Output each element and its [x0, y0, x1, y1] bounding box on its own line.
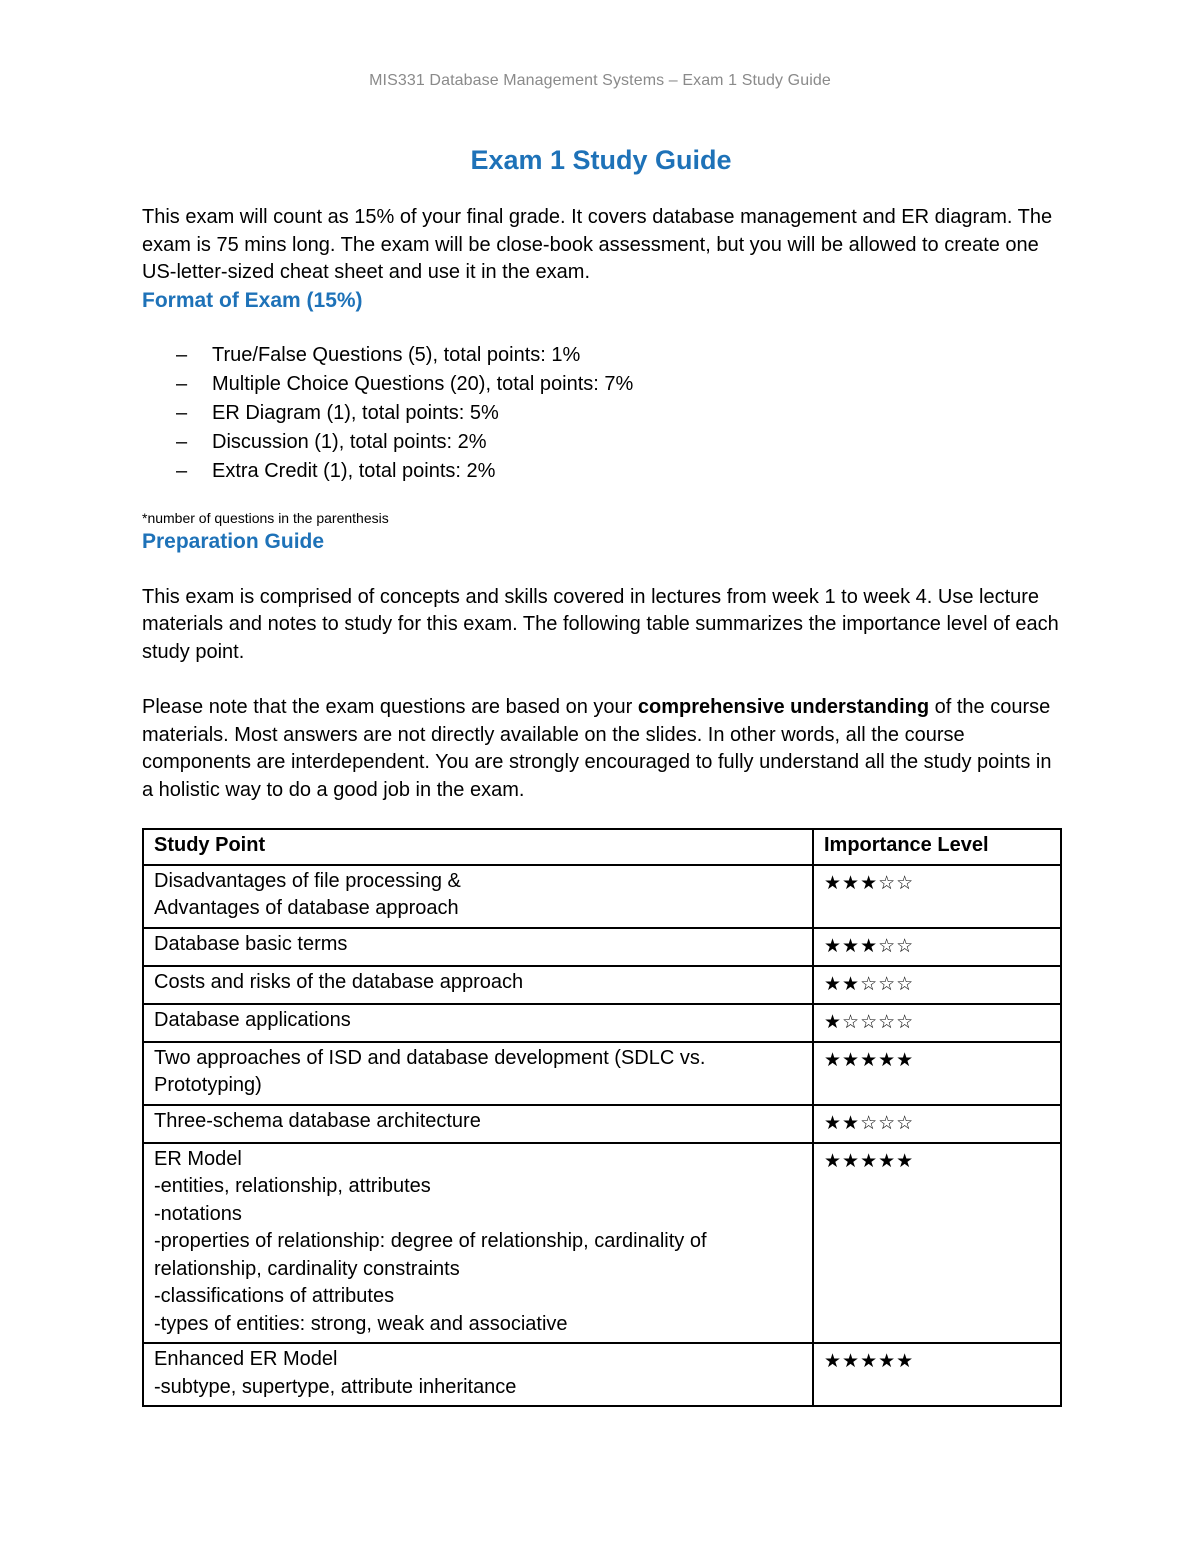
star-rating: ★★★★★ — [824, 1048, 915, 1071]
star-rating: ★★☆☆☆ — [824, 1111, 915, 1134]
star-rating: ★★★☆☆ — [824, 871, 915, 894]
study-point-cell — [143, 928, 813, 966]
format-item — [142, 457, 1060, 486]
importance-cell — [813, 1343, 1061, 1406]
study-point-cell — [143, 865, 813, 928]
table-row — [143, 1004, 1061, 1042]
footnote: *number of questions in the parenthesis — [142, 509, 389, 526]
column-header-importance: Importance Level — [813, 829, 1061, 865]
study-point-cell — [143, 1004, 813, 1042]
star-rating: ★★★★★ — [824, 1149, 915, 1172]
dash-bullet: – — [176, 430, 188, 453]
format-item-text: True/False Questions (5), total points: 1% — [212, 343, 581, 366]
table-row — [143, 865, 1061, 928]
study-point-line: -subtype, supertype, attribute inheritance — [154, 1375, 517, 1398]
study-point-line: -classifications of attributes — [154, 1285, 395, 1307]
dash-bullet: – — [176, 459, 188, 482]
format-item-text: ER Diagram (1), total points: 5% — [212, 401, 499, 424]
study-point-line: Three-schema database architecture — [154, 1109, 481, 1132]
table-row — [143, 966, 1061, 1004]
star-rating: ★★☆☆☆ — [824, 972, 915, 995]
study-point-line: -types of entities: strong, weak and associative — [154, 1312, 568, 1335]
dash-bullet: – — [176, 372, 188, 395]
study-points-table — [142, 828, 1062, 1407]
study-point-line: Disadvantages of file processing & — [154, 869, 461, 892]
format-list — [142, 341, 1060, 486]
column-header-study-point: Study Point — [143, 829, 813, 865]
study-point-line: ER Model — [154, 1147, 242, 1170]
table-row — [143, 1105, 1061, 1143]
format-item-text: Extra Credit (1), total points: 2% — [212, 459, 496, 482]
note-emphasis: comprehensive understanding — [637, 696, 930, 718]
table-row — [143, 1343, 1061, 1406]
page-title: Exam 1 Study Guide — [470, 145, 732, 175]
dash-bullet: – — [176, 401, 188, 424]
importance-cell — [813, 865, 1061, 928]
format-heading: Format of Exam (15%) — [142, 288, 363, 312]
table-row — [143, 928, 1061, 966]
study-point-line: Database applications — [154, 1008, 351, 1031]
note-paragraph — [142, 694, 1060, 804]
study-point-cell — [143, 1143, 813, 1344]
running-header: MIS331 Database Management Systems – Exam 1 Study Guide — [369, 72, 831, 89]
study-point-cell — [143, 1042, 813, 1105]
study-point-line: -properties of relationship: degree of relationship, cardinality of relationship, cardinality constraints — [154, 1230, 707, 1280]
dash-bullet: – — [176, 343, 188, 366]
star-rating: ★★★☆☆ — [824, 934, 915, 957]
study-point-line: -entities, relationship, attributes — [154, 1175, 431, 1197]
format-item-text: Multiple Choice Questions (20), total points: 7% — [212, 372, 634, 395]
study-point-line: Enhanced ER Model — [154, 1348, 338, 1370]
importance-cell — [813, 1004, 1061, 1042]
format-item — [142, 399, 1060, 428]
document-body — [142, 140, 1060, 1407]
preparation-heading: Preparation Guide — [142, 529, 325, 553]
study-point-line: Two approaches of ISD and database development (SDLC vs. Prototyping) — [154, 1046, 706, 1096]
study-point-line: Costs and risks of the database approach — [154, 970, 524, 993]
format-item — [142, 370, 1060, 399]
study-point-line: Database basic terms — [154, 932, 348, 955]
table-row — [143, 1042, 1061, 1105]
preparation-paragraph: This exam is comprised of concepts and skills covered in lectures from week 1 to week 4. Use lecture materials and notes to study for this exam. The following table summarizes the importance level of each study point. — [142, 585, 1059, 663]
study-point-cell — [143, 966, 813, 1004]
format-item — [142, 428, 1060, 457]
study-point-cell — [143, 1343, 813, 1406]
importance-cell — [813, 1105, 1061, 1143]
study-point-line: Advantages of database approach — [154, 897, 459, 919]
importance-cell — [813, 1143, 1061, 1344]
importance-cell — [813, 966, 1061, 1004]
note-text-end: of the course materials. Most answers are not directly available on the slides. In other words, all the course components are interdependent. You are strongly encouraged to fully understand all the study points in a holistic way to do a good job in the exam. — [142, 696, 1052, 801]
format-item — [142, 341, 1060, 370]
table-header-row — [143, 829, 1061, 865]
star-rating: ★★★★★ — [824, 1350, 915, 1372]
importance-cell — [813, 928, 1061, 966]
table-row — [143, 1143, 1061, 1344]
study-point-line: -notations — [154, 1202, 242, 1225]
importance-cell — [813, 1042, 1061, 1105]
study-point-cell — [143, 1105, 813, 1143]
intro-paragraph: This exam will count as 15% of your final grade. It covers database management and ER diagram. The exam is 75 mins long. The exam will be close-book assessment, but you will be allowed to create one US-letter-sized cheat sheet and use it in the exam. — [142, 206, 1053, 283]
format-item-text: Discussion (1), total points: 2% — [212, 430, 487, 453]
note-text-start: Please note that the exam questions are based on your — [142, 696, 638, 718]
star-rating: ★☆☆☆☆ — [824, 1010, 915, 1033]
